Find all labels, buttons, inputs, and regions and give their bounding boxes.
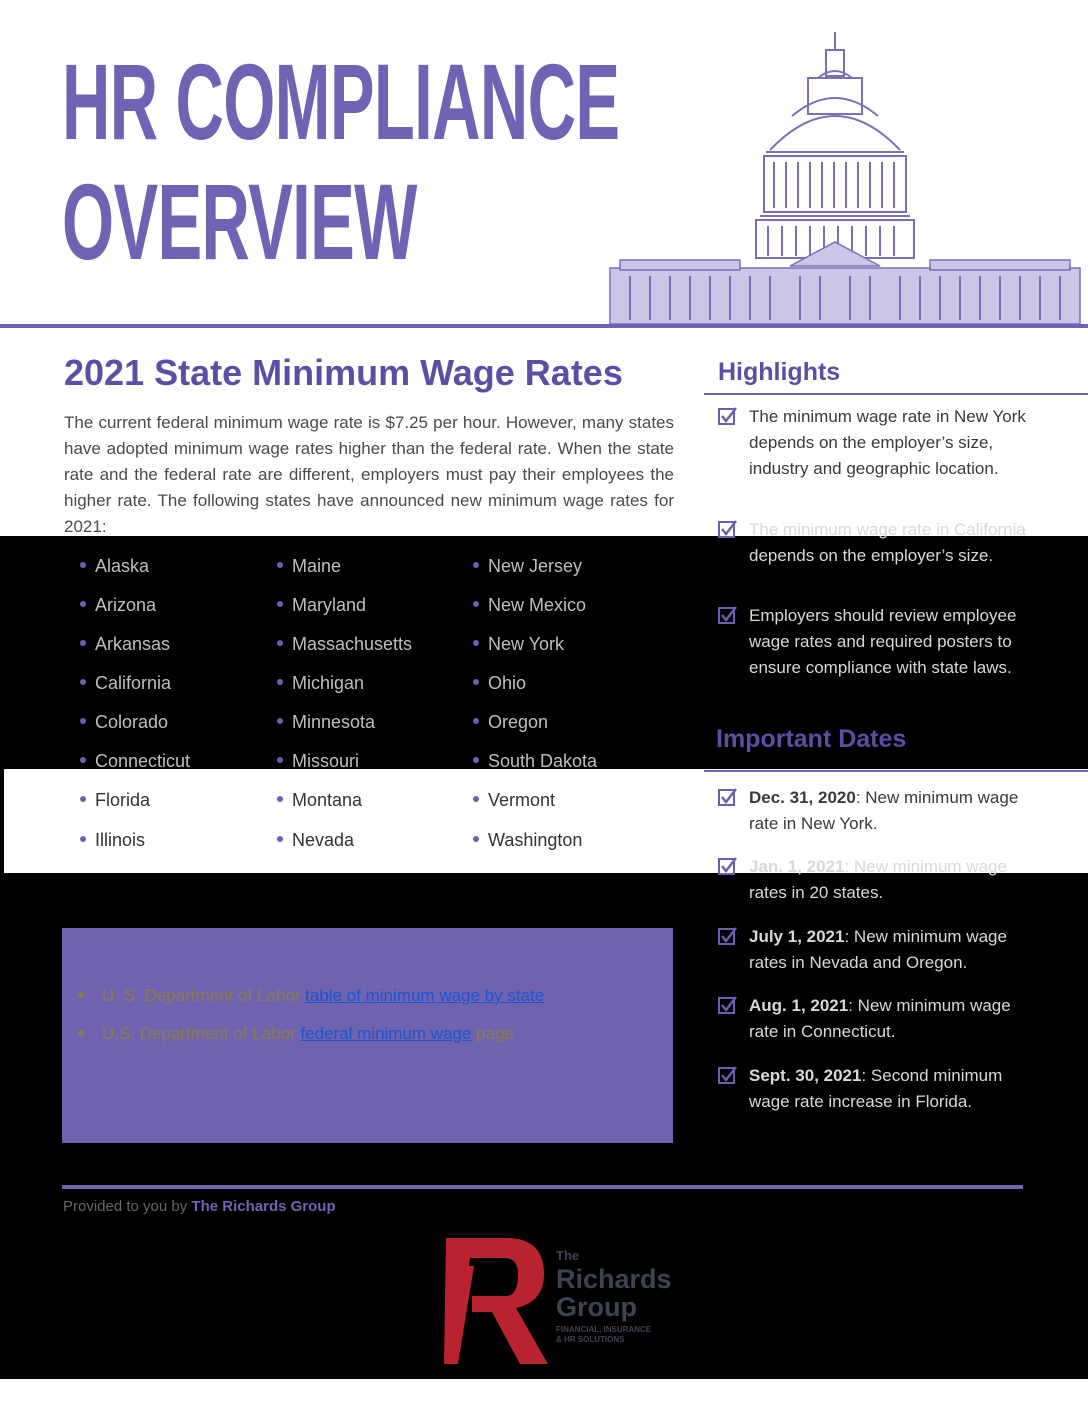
list-item: Alaska — [80, 556, 149, 577]
date-item: Dec. 31, 2020: New minimum wage rate in New York. — [718, 785, 1038, 837]
list-item: Minnesota — [277, 712, 375, 733]
list-item: Arizona — [80, 595, 156, 616]
list-item: New York — [473, 634, 564, 655]
list-item: Florida — [80, 790, 150, 811]
page-title: 2021 State Minimum Wage Rates — [64, 352, 623, 393]
checkbox-icon — [718, 856, 738, 876]
svg-text:Group: Group — [556, 1292, 637, 1322]
list-item: New Jersey — [473, 556, 582, 577]
highlights-divider — [704, 393, 1088, 395]
list-item: California — [80, 673, 171, 694]
federal-minimum-wage-link[interactable]: federal minimum wage — [300, 1024, 472, 1043]
provided-by-text: Provided to you by The Richards Group — [63, 1198, 336, 1215]
resource-item: U.S. Department of Labor federal minimum wage page — [78, 1024, 514, 1044]
hero-title-line-1: HR COMPLIANCE — [62, 41, 620, 162]
list-item: Vermont — [473, 790, 555, 811]
svg-text:Richards: Richards — [556, 1264, 672, 1294]
resources-box — [62, 928, 673, 1143]
list-item: South Dakota — [473, 751, 597, 772]
list-item: Montana — [277, 790, 362, 811]
footer-divider — [62, 1185, 1023, 1189]
list-item: Connecticut — [80, 751, 190, 772]
header-divider — [0, 324, 1088, 328]
list-item: Maryland — [277, 595, 366, 616]
highlights-heading: Highlights — [718, 358, 841, 386]
date-item: Jan. 1, 2021: New minimum wage rates in 20 states. — [718, 854, 1038, 906]
list-item: Massachusetts — [277, 634, 412, 655]
date-item: Aug. 1, 2021: New minimum wage rate in Connecticut. — [718, 993, 1038, 1045]
highlight-item: The minimum wage rate in New York depends on the employer’s size, industry and geographic location. — [718, 404, 1038, 482]
date-item: Sept. 30, 2021: Second minimum wage rate increase in Florida. — [718, 1063, 1038, 1115]
list-item: Oregon — [473, 712, 548, 733]
dark-band-left-sliver — [0, 769, 4, 873]
list-item: New Mexico — [473, 595, 586, 616]
hero-title-line-2: OVERVIEW — [62, 161, 417, 282]
checkbox-icon — [718, 995, 738, 1015]
important-dates-heading: Important Dates — [716, 725, 907, 753]
resource-item: U. S. Department of Labor table of minimum wage by state — [78, 986, 544, 1006]
checkbox-icon — [718, 406, 738, 426]
checkbox-icon — [718, 926, 738, 946]
page-hero-title — [62, 42, 619, 282]
richards-group-logo — [444, 1236, 684, 1366]
highlight-item: The minimum wage rate in California depends on the employer’s size. — [718, 517, 1038, 569]
list-item: Michigan — [277, 673, 364, 694]
svg-text:FINANCIAL, INSURANCE: FINANCIAL, INSURANCE — [556, 1325, 652, 1334]
capitol-building-illustration — [560, 20, 1088, 330]
checkbox-icon — [718, 787, 738, 807]
list-item: Maine — [277, 556, 341, 577]
svg-text:& HR SOLUTIONS: & HR SOLUTIONS — [556, 1335, 625, 1344]
list-item: Washington — [473, 830, 582, 851]
list-item: Missouri — [277, 751, 359, 772]
intro-paragraph: The current federal minimum wage rate is $7.25 per hour. However, many states have adopted minimum wage rates higher than the federal rate. When the state rate and the federal rate are different, employers must pay their employees the higher rate. The following states have announced new minimum wage rates for 2021: — [64, 413, 674, 536]
minimum-wage-by-state-link[interactable]: table of minimum wage by state — [305, 986, 545, 1005]
checkbox-icon — [718, 1065, 738, 1085]
list-item: Illinois — [80, 830, 145, 851]
checkbox-icon — [718, 519, 738, 539]
dates-divider — [704, 770, 1088, 772]
list-item: Colorado — [80, 712, 168, 733]
date-item: July 1, 2021: New minimum wage rates in Nevada and Oregon. — [718, 924, 1038, 976]
list-item: Nevada — [277, 830, 354, 851]
highlight-item: Employers should review employee wage rates and required posters to ensure compliance with state laws. — [718, 603, 1038, 681]
checkbox-icon — [718, 605, 738, 625]
brand-name: The Richards Group — [191, 1198, 336, 1215]
list-item: Ohio — [473, 673, 526, 694]
list-item: Arkansas — [80, 634, 170, 655]
svg-text:The: The — [556, 1248, 580, 1263]
